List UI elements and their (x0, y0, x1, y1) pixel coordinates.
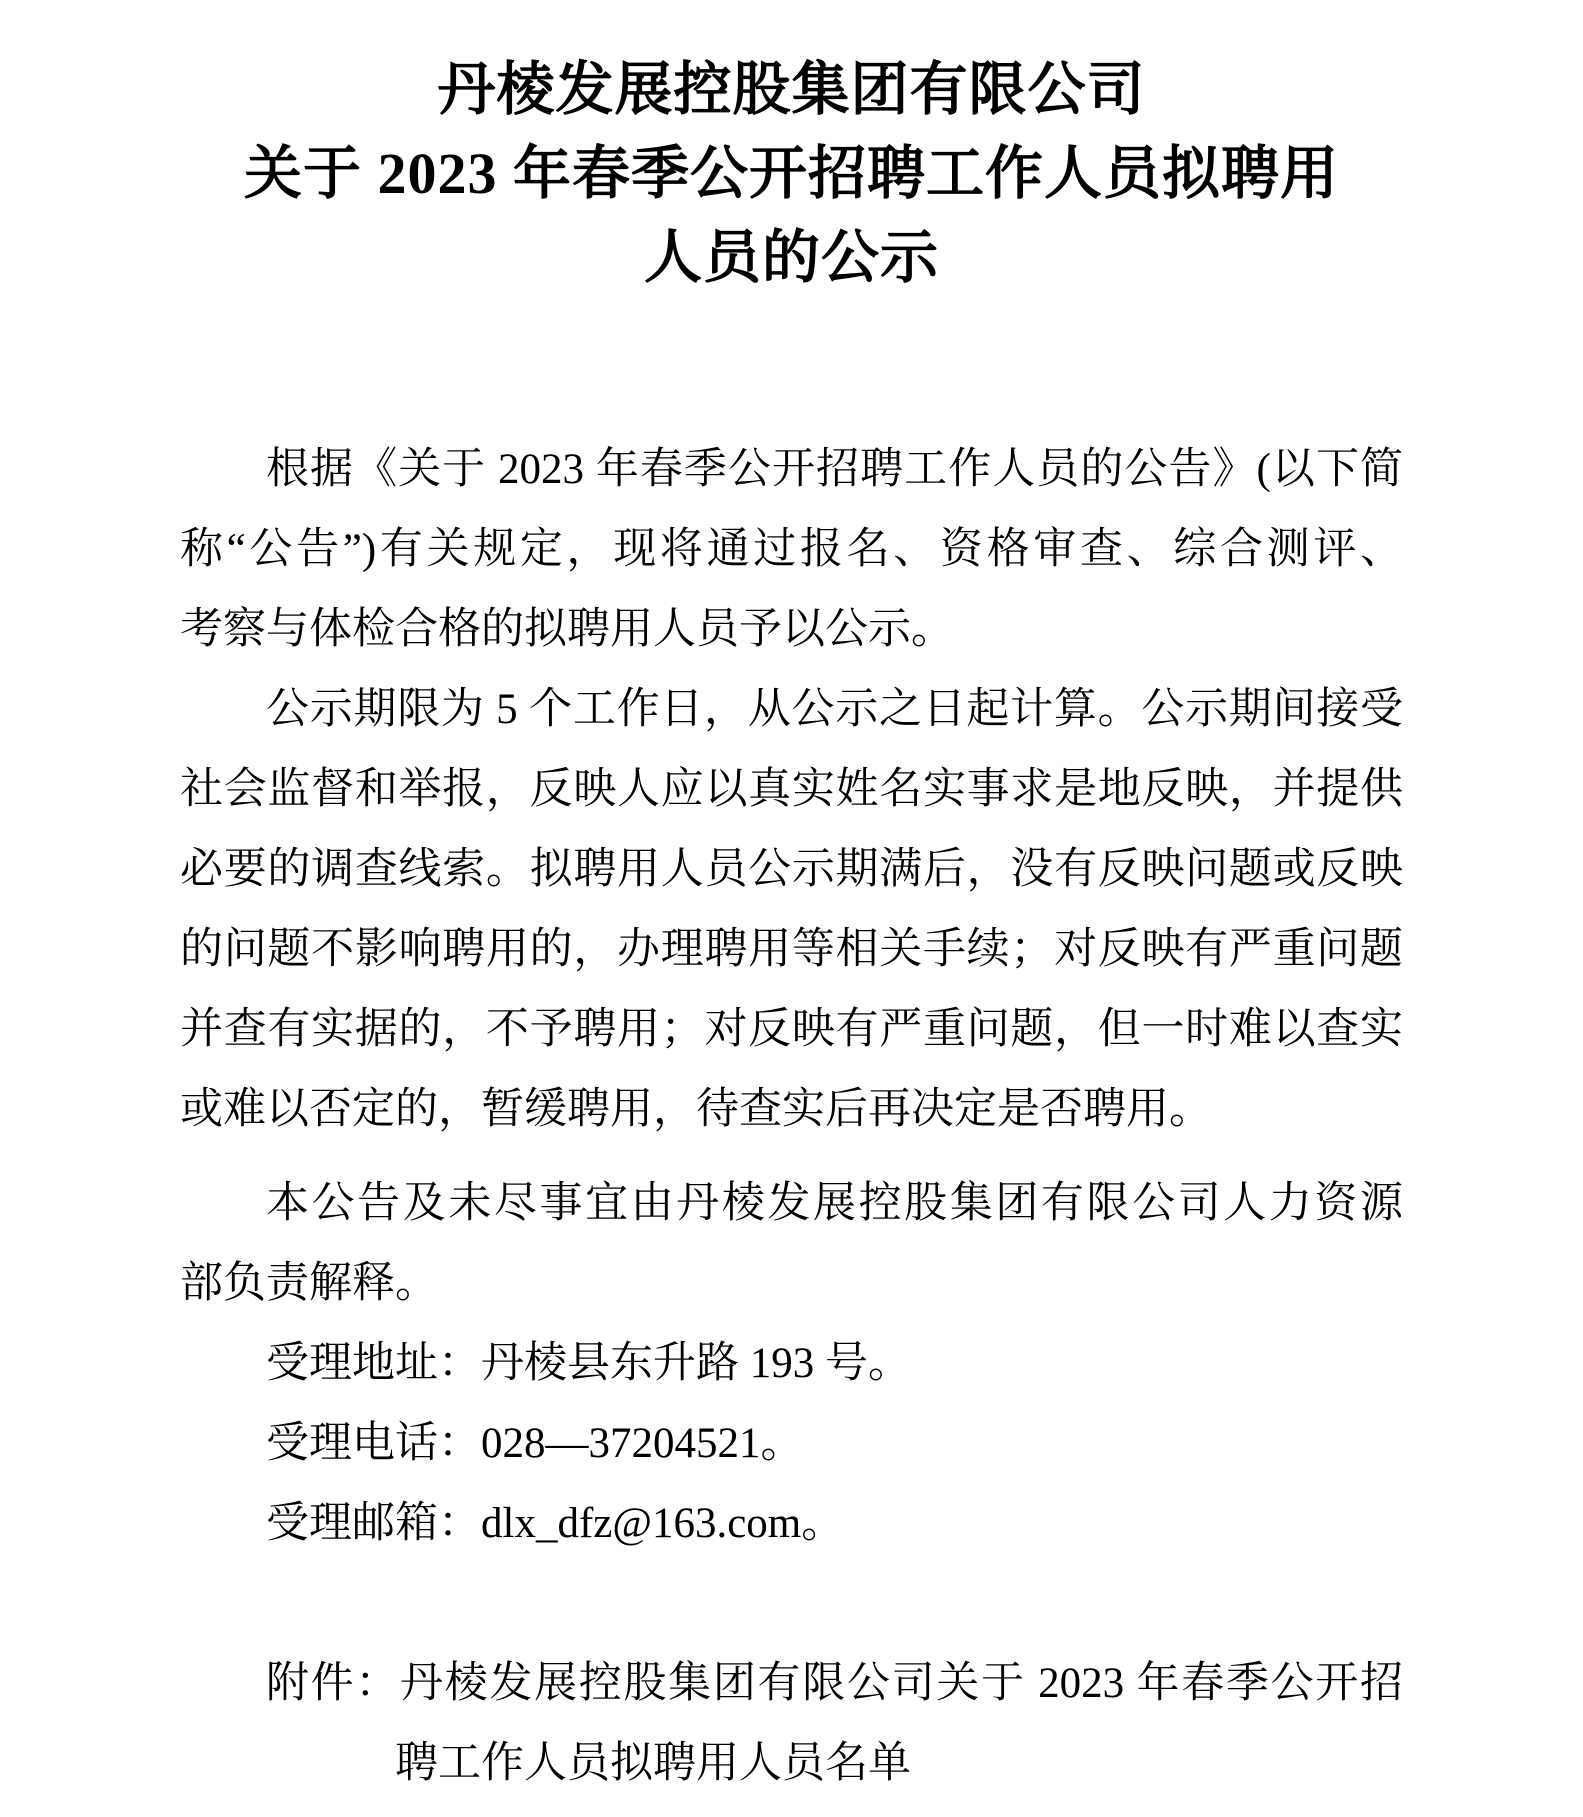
paragraph-basis (180, 430, 1403, 670)
attachment-note (180, 1644, 1403, 1804)
title-line-1: 丹棱发展控股集团有限公司 (437, 57, 1146, 122)
paragraph-interpretation (180, 1164, 1403, 1324)
body-line: 社会监督和举报，反映人应以真实姓名实事求是地反映，并提供 (180, 766, 1403, 813)
title-line-3: 人员的公示 (643, 225, 939, 290)
body-line: 并查有实据的，不予聘用；对反映有严重问题，但一时难以查实 (180, 1006, 1403, 1053)
body-line: 称“公告”)有关规定，现将通过报名、资格审查、综合测评、 (180, 526, 1403, 573)
attachment-line-2: 聘工作人员拟聘用人员名单 (395, 1740, 911, 1787)
title-line-2: 关于 2023 年春季公开招聘工作人员拟聘用 (243, 141, 1339, 206)
body-line: 的问题不影响聘用的，办理聘用等相关手续；对反映有严重问题 (180, 926, 1403, 973)
body-line: 部负责解释。 (180, 1260, 438, 1307)
contact-block (180, 1324, 1403, 1564)
contact-address: 受理地址：丹棱县东升路 193 号。 (266, 1340, 911, 1387)
body-line: 或难以否定的，暂缓聘用，待查实后再决定是否聘用。 (180, 1086, 1212, 1133)
attachment-line-1: 附件：丹棱发展控股集团有限公司关于 2023 年春季公开招 (266, 1660, 1403, 1707)
paragraph-publicity-period (180, 670, 1403, 1150)
document-body (180, 430, 1403, 1804)
body-line: 本公告及未尽事宜由丹棱发展控股集团有限公司人力资源 (266, 1180, 1403, 1227)
contact-email: 受理邮箱：dlx_dfz@163.com。 (266, 1500, 845, 1547)
body-line: 考察与体检合格的拟聘用人员予以公示。 (180, 606, 954, 653)
body-line: 公示期限为 5 个工作日，从公示之日起计算。公示期间接受 (266, 686, 1403, 733)
document-title (180, 48, 1403, 300)
contact-phone: 受理电话：028—37204521。 (266, 1420, 804, 1467)
body-line: 必要的调查线索。拟聘用人员公示期满后，没有反映问题或反映 (180, 846, 1403, 893)
body-line: 根据《关于 2023 年春季公开招聘工作人员的公告》(以下简 (266, 446, 1403, 493)
